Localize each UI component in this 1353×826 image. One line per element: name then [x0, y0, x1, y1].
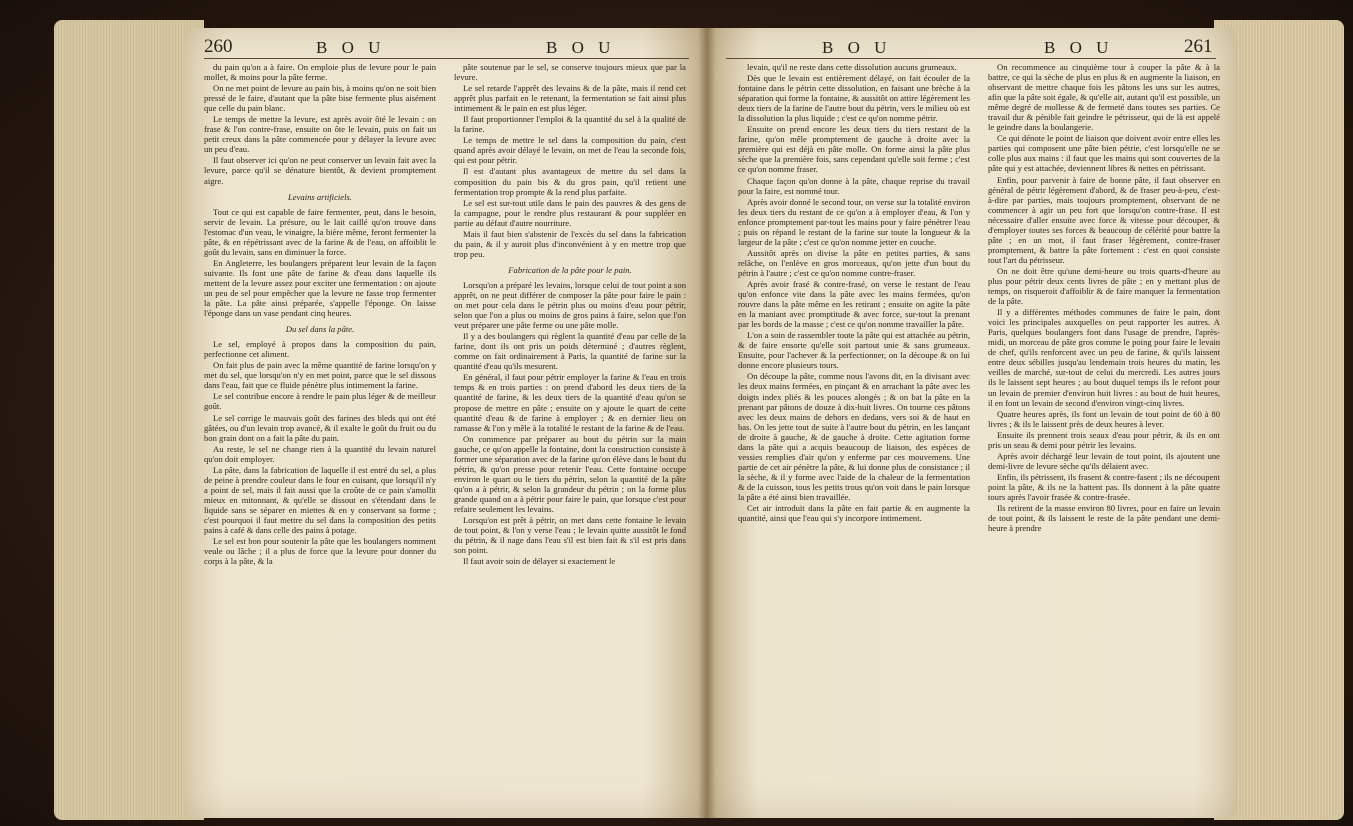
- paragraph: levain, qu'il ne reste dans cette dissolution aucuns grumeaux.: [747, 62, 957, 72]
- right-page-column-2: [988, 62, 1220, 808]
- paragraph: Enfin, ils pétrissent, ils frasent & contre-fasent ; ils ne découpent point la pâte, & ils ne la battent pas. Ils donnent à la pâte quatre tours après l'avoir frasée & contre-frasée.: [988, 471, 1220, 502]
- paragraph: Le temps de mettre le sel dans la composition du pain, c'est quand après avoir délayé le levain, on met de l'eau la seconde fois, qui est pour pétrir.: [454, 135, 686, 166]
- right-page-number: 261: [1184, 36, 1213, 57]
- left-page-body: [204, 62, 694, 808]
- paragraph: En Angleterre, les boulangers préparent leur levain de la façon suivante. Ils font une pâte de farine & d'eau dans laquelle ils mettent de la levure assez pour exciter une fermentation : on ajoute un peu de sel pour empêcher que la levure ne fasse trop fermenter la pâte. La pâte ainsi préparée, s'appelle l'éponge. On laisse l'éponge dans un vase pendant cinq heures.: [204, 257, 436, 319]
- paragraph: On fait plus de pain avec la même quantité de farine lorsqu'on y met du sel, que lorsqu'on n'y en met point, parce que le sel dissous dans l'eau, fait que ce fluide pénètre plus intimement la farine.: [204, 360, 436, 391]
- right-running-head-2: B O U: [1044, 38, 1114, 57]
- paragraph: Le sel est bon pour soutenir la pâte que les boulangers nomment veule ou lâche ; il a plus de force que la levure pour donner du corps à la pâte, & la: [204, 536, 436, 567]
- left-page-edges: [54, 20, 204, 820]
- right-page-body: [738, 62, 1228, 808]
- paragraph: On ne doit être qu'une demi-heure ou trois quarts-d'heure au plus pour pétrir deux cents livres de pâte ; en y mettant plus de temps, on risqueroit d'affoiblir & de faire manquer la fermentation de la pâte.: [988, 265, 1220, 307]
- paragraph: Le sel corrige le mauvais goût des farines des bleds qui ont été gâtées, ou d'un levain trop avancé, & il exalte le goût du fruit ou du bon grain dont on a fait la pâte du pain.: [204, 412, 436, 443]
- paragraph: Enfin, pour parvenir à faire de bonne pâte, il faut observer en général de pétrir légèrement d'abord, & de fraser peu-à-peu, c'est-à-dire par parties, mais toujours promptement, observant de ne commencer à agir un peu fort que lorsqu'on contre-frase. Il est nécessaire d'aller ensuite avec force & vitesse pour découper, & d'employer toutes ses forces & beaucoup de célérité pour battre la pâte ; en un mot, il faut fraser légèrement, contre-fraser promptement, & battre la pâte fortement : c'est en quoi consiste tout l'art du pétrisseur.: [988, 174, 1220, 265]
- left-header-rule: [204, 58, 689, 59]
- paragraph: Le sel retarde l'apprêt des levains & de la pâte, mais il rend cet apprêt plus parfait en le retenant, la fermentation se fait ainsi plus intimement & le pain en est plus léger.: [454, 83, 686, 114]
- paragraph: Ils retirent de la masse environ 80 livres, pour en faire un levain de tout point, & ils laissent le reste de la pâte pendant une demi-heure à prendre: [988, 503, 1220, 534]
- right-page: [706, 28, 1236, 818]
- section-heading: Du sel dans la pâte.: [285, 324, 355, 335]
- paragraph: Mais il faut bien s'abstenir de l'excès du sel dans la fabrication du pain, & il y auroit plus d'inconvénient à y en mettre trop que trop peu.: [454, 228, 686, 259]
- left-running-head-1: B O U: [316, 38, 386, 57]
- paragraph: Dès que le levain est entièrement délayé, on fait écouler de la fontaine dans le pétrin cette dissolution, en faisant une brèche à la séparation qui forme la fontaine, & aussitôt on attire légèrement les deux tiers de la farine de l'autre bout du pétrin, vers le milieu où est la dissolution la plus liquide ; c'est ce qu'on nomme pétrir.: [738, 73, 970, 124]
- open-book: [34, 14, 1324, 820]
- paragraph: Il faut observer ici qu'on ne peut conserver un levain fait avec la levure, parce qu'il se dénature bientôt, & devient promptement aigre.: [204, 155, 436, 186]
- paragraph: Le temps de mettre la levure, est après avoir ôté le levain : on frase & l'on contre-frase, ensuite on ôte le levain, puis on fait un petit creux dans la pâte commencée pour y délayer la levure avec un peu d'eau.: [204, 114, 436, 155]
- paragraph: On découpe la pâte, comme nous l'avons dit, en la divisant avec les deux mains fermées, en pinçant & en arrachant la pâte avec les doigts index pliés & les pouces alongés ; & on bat la pâte en la prenant par pâtons de douze à dix-huit livres. On tourne ces pâtons avec les deux mains de dehors en dedans, vers soi & de haut en bas. On les jette tout de suite à l'autre bout du pétrin, en les lançant de droite à gauche, & de gauche à droite. Cette agitation forme dans la pâte qui a acquis beaucoup de liaison, des espèces de vessies remplies d'air qu'on y enferme par ces mouvemens. Une partie de cet air pénètre la pâte, & lui donne plus de consistance ; il la sèche, & il y forme avec l'aide de la chaleur de la fermentation & de la cuisson, tous les petits trous qu'on voit dans le pain lorsque la pâte a été ainsi bien travaillée.: [738, 371, 970, 502]
- paragraph: Après avoir frasé & contre-frasé, on verse le restant de l'eau qu'on enfonce vite dans la pâte avec les mains fermées, qu'on rouvre dans la pâte même en les retirant ; ensuite on agite la pâte en la maniant avec promptitude & avec force, sur-tout la prenant par les bords de la masse ; c'est ce qu'on nomme travailler la pâte.: [738, 278, 970, 330]
- paragraph: Chaque façon qu'on donne à la pâte, chaque reprise du travail pour la faire, est nommé tour.: [738, 175, 970, 196]
- left-page-header: [184, 36, 706, 58]
- left-page-number: 260: [204, 36, 233, 57]
- paragraph: Le sel, employé à propos dans la composition du pain, perfectionne cet aliment.: [204, 339, 436, 360]
- paragraph: Le sel contribue encore à rendre le pain plus léger & de meilleur goût.: [204, 391, 436, 412]
- book-gutter: [698, 28, 716, 818]
- left-page-column-2: [454, 62, 686, 808]
- section-heading: Fabrication de la pâte pour le pain.: [508, 264, 632, 275]
- paragraph: Il est d'autant plus avantageux de mettre du sel dans la composition du pain bis & du gros pain, qu'il retient une fermentation trop prompte & la rend plus parfaite.: [454, 166, 686, 197]
- paragraph: Il faut avoir soin de délayer si exactement le: [463, 556, 616, 567]
- paragraph: En général, il faut pour pétrir employer la farine & l'eau en trois temps & en trois parties : on prend d'abord les deux tiers de la quantité de farine, & les deux tiers de la quantité d'eau qu'on se propose de mettre en pâte ; ensuite on y ajoute le quart de cette quantité d'eau & de farine à employer ; & en dernier lieu on ramasse & l'on y mêle à la totalité le restant de la farine & de l'eau.: [454, 372, 686, 433]
- left-page: [184, 28, 706, 818]
- paragraph: Ce qui dénote le point de liaison que doivent avoir entre elles les parties qui composent une pâte bien pétrie, c'est lorsqu'elle ne se colle plus aux mains : il faut que les mains qui sont couvertes de la pâte qui y est attachée, deviennent libres & nettes en pétrissant.: [988, 133, 1220, 174]
- paragraph: Lorsqu'on est prêt à pétrir, on met dans cette fontaine le levain de tout point, & l'on y verse l'eau ; le levain quitte aussitôt le fond du pétrin, & il nage dans l'eau s'il est bien fait & s'il est pris dans son point.: [454, 515, 686, 556]
- paragraph: Cet air introduit dans la pâte en fait partie & en augmente la quantité, ainsi que l'eau qui s'y incorpore intimement.: [738, 503, 970, 524]
- right-header-rule: [726, 58, 1216, 59]
- paragraph: Lorsqu'on a préparé les levains, lorsque celui de tout point a son apprêt, on ne peut différer de composer la pâte pour faire le pain : on met pour cela dans le pétrin plus ou moins d'eau pour pétrir, selon que l'on a plus ou moins de gros pains à faire, selon que l'on veut préparer une pâte ferme ou une pâte molle.: [454, 279, 686, 331]
- right-page-header: [706, 36, 1236, 58]
- paragraph: On commence par préparer au bout du pétrin sur la main gauche, ce qu'on appelle la fontaine, dont la construction consiste à former une séparation avec de la farine qu'on élève dans le bout du pétrin, & qu'on presse pour retenir l'eau. Cette fontaine occupe environ le quart ou le tiers du pétrin, selon la quantité de la pâte qu'on a à pétrir, & selon la grandeur du pétrin ; on la forme plus grande quand on a à pétrir pour faire le pain, que lorsque c'est pour refaire seulement les levains.: [454, 433, 686, 514]
- left-page-column-1: [204, 62, 436, 808]
- paragraph: Il y a différentes méthodes communes de faire le pain, dont voici les principales auxquelles on peut rapporter les autres. A Paris, quelques boulangers font dans l'usage de prendre, l'après-midi, un morceau de pâte gros comme le poing pour faire le levain de chef, qu'ils renforcent avec un peu de farine, & qu'ils laissent entre deux sébilles jusqu'au lendemain trois heures du matin, les veilles de marché, sur-tout de celui du mercredi. Les autres jours ils le laissent sept heures ; au bout duquel temps ils le refont pour un levain de premier d'environ huit livres : au bout de huit heures, il en font un levain de second d'environ vingt-cinq livres.: [988, 307, 1220, 408]
- left-running-head-2: B O U: [546, 38, 616, 57]
- paragraph: La pâte, dans la fabrication de laquelle il est entré du sel, a plus de peine à prendre couleur dans le four en cuisant, que lorsqu'il n'y a point de sel, mais il fait aussi que la croûte de ce pain s'amollit mieux en mitonnant, & qu'elle se dissout en s'étendant dans le liquide sans se séparer en miettes & en y conservant sa forme ; c'est pourquoi il faut mettre du sel dans la composition des petits pains à café & dans celle des pains à potage.: [204, 464, 436, 536]
- paragraph: Le sel est sur-tout utile dans le pain des pauvres & des gens de la campagne, pour le rendre plus restaurant & pour suppléer en partie au défaut d'autre nourriture.: [454, 197, 686, 228]
- paragraph: Tout ce qui est capable de faire fermenter, peut, dans le besoin, servir de levain. La présure, ou le lait caillé qu'on trouve dans l'estomac d'un veau, le vinaigre, la bière même, feront fermenter la pâte, & en répétrissant avec de la farine & de l'eau, on affoiblit le goût du levain, sans en diminuer la force.: [204, 206, 436, 257]
- paragraph: Aussitôt après on divise la pâte en petites parties, & sans relâche, on l'enlève en gros morceaux, qu'on jette d'un bout du pétrin à l'autre ; c'est ce qu'on nomme contre-fraser.: [738, 247, 970, 278]
- paragraph: Au reste, le sel ne change rien à la quantité du levain naturel qu'on doit employer.: [204, 443, 436, 464]
- paragraph: Ensuite on prend encore les deux tiers du tiers restant de la farine, qu'on mêle promptement de gauche à droite avec la première qui est déjà en pâte molle. On forme ainsi la pâte plus sèche que la première fois, sans cependant qu'elle soit ferme ; c'est ce qu'on nomme fraser.: [738, 124, 970, 175]
- paragraph: Quatre heures après, ils font un levain de tout point de 60 à 80 livres ; & ils le laissent près de deux heures à lever.: [988, 408, 1220, 429]
- paragraph: du pain qu'on a à faire. On emploie plus de levure pour le pain mollet, & moins pour la pâte ferme.: [204, 62, 436, 83]
- paragraph: Après avoir déchargé leur levain de tout point, ils ajoutent une demi-livre de levure sèche qu'ils délaient avec.: [988, 450, 1220, 471]
- paragraph: Ensuite ils prennent trois seaux d'eau pour pétrir, & ils en ont pris un seau & demi pour pétrir les levains.: [988, 429, 1220, 450]
- section-heading: Levains artificiels.: [288, 191, 352, 202]
- paragraph: Il y a des boulangers qui règlent la quantité d'eau par celle de la farine, dont ils ont pris un poids déterminé ; d'autres règlent, comme on fait ordinairement à Paris, la quantité de farine sur la quantité d'eau qu'ils mesurent.: [454, 331, 686, 372]
- paragraph: On ne met point de levure au pain bis, à moins qu'on ne soit bien pressé de le faire, d'autant que la pâte bise fermente plus aisément que celle du pain blanc.: [204, 83, 436, 114]
- paragraph: Il faut proportionner l'emploi & la quantité du sel à la qualité de la farine.: [454, 114, 686, 135]
- paragraph: Après avoir donné le second tour, on verse sur la totalité environ les deux tiers du restant de ce qu'on a à employer d'eau, & l'on y enfonce promptement par-tout les mains pour y faire pénétrer l'eau ; puis on répand le restant de la farine sur toute la longueur & la largeur de la pâte ; c'est ce qu'on nomme jetter en couche.: [738, 196, 970, 247]
- paragraph: pâte soutenue par le sel, se conserve toujours mieux que par la levure.: [454, 62, 686, 83]
- right-page-column-1: [738, 62, 970, 808]
- paragraph: On recommence au cinquième tour à couper la pâte & à la battre, ce qui la sèche de plus en plus & en augmente la liaison, en observant de mettre chaque fois les pâtons les uns sur les autres, afin que la pâte soit égale, & qu'elle ait, autant qu'il est possible, un même degré de mollesse & de fermeté dans toutes ses parties. Ce travail dur & pénible fait geindre le pétrisseur, qui de là est appelé le geindre dans la boulangerie.: [988, 62, 1220, 133]
- paragraph: L'on a soin de rassembler toute la pâte qui est attachée au pétrin, & de faire ensorte qu'elle soit partout unie & sans grumeaux. Ensuite, pour l'achever & la perfectionner, on la découpe & on lui donne encore plusieurs tours.: [738, 330, 970, 371]
- right-running-head-1: B O U: [822, 38, 892, 57]
